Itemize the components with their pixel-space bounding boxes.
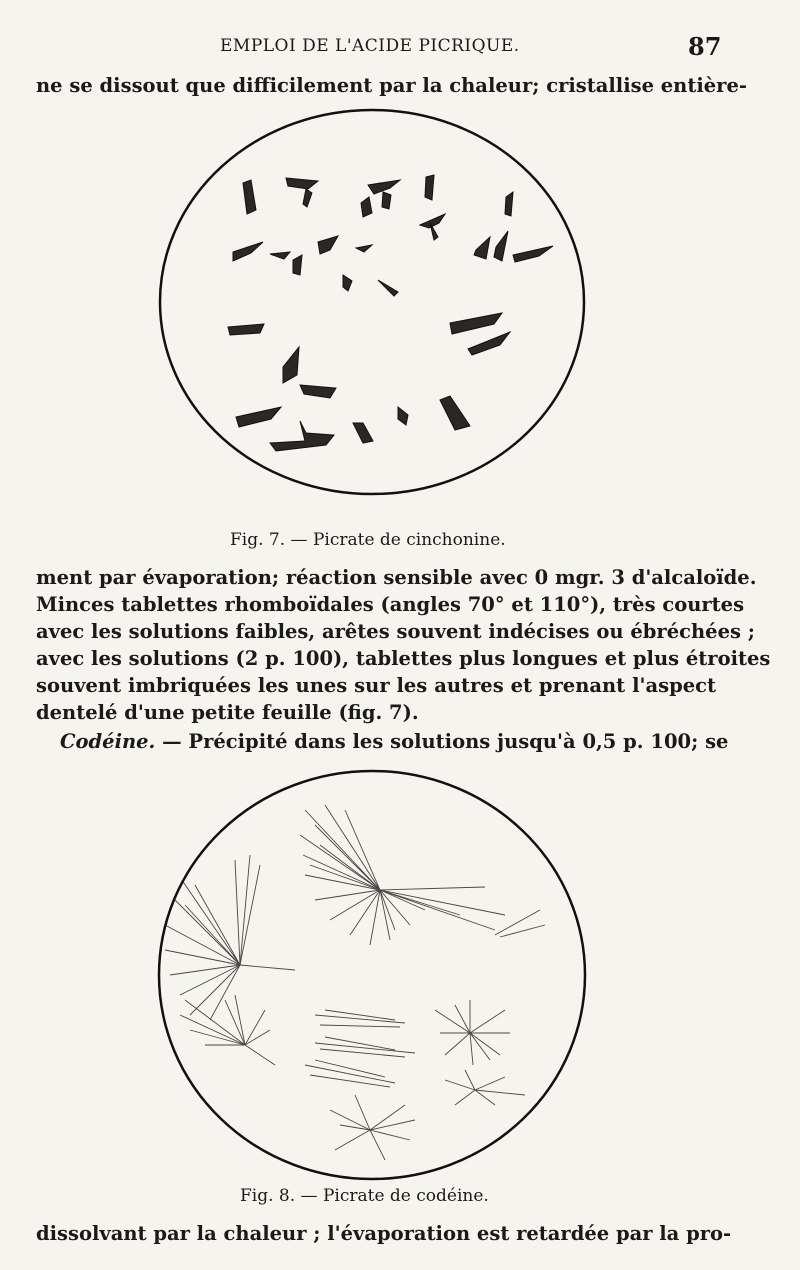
figure-7 bbox=[158, 105, 588, 500]
page-header bbox=[0, 32, 800, 62]
page-number: 87 bbox=[688, 32, 722, 61]
text-line: souvent imbriquées les unes sur les autres et prenant l'aspect bbox=[36, 674, 716, 697]
text-line-rest: — Précipité dans les solutions jusqu'à 0,5 p. 100; se bbox=[155, 730, 729, 753]
text-line: ment par évaporation; réaction sensible avec 0 mgr. 3 d'alcaloïde. bbox=[36, 566, 757, 589]
text-line: dissolvant par la chaleur ; l'évaporation est retardée par la pro- bbox=[36, 1222, 732, 1245]
figure-7-illustration bbox=[158, 105, 588, 500]
text-line: Minces tablettes rhomboïdales (angles 70° et 110°), très courtes bbox=[36, 593, 745, 616]
text-line: dentelé d'une petite feuille (fig. 7). bbox=[36, 701, 419, 724]
text-line bbox=[60, 730, 729, 753]
figure-8 bbox=[155, 765, 590, 1185]
text-line: avec les solutions (2 p. 100), tablettes plus longues et plus étroites bbox=[36, 647, 771, 670]
figure-7-caption: Fig. 7. — Picrate de cinchonine. bbox=[230, 530, 506, 550]
term-codeine: Codéine. bbox=[60, 730, 156, 753]
figure-8-illustration bbox=[155, 765, 590, 1185]
figure-8-caption: Fig. 8. — Picrate de codéine. bbox=[240, 1186, 489, 1206]
running-title: EMPLOI DE L'ACIDE PICRIQUE. bbox=[220, 36, 520, 56]
text-line: ne se dissout que difficilement par la chaleur; cristallise entière- bbox=[36, 74, 747, 97]
text-line: avec les solutions faibles, arêtes souvent indécises ou ébréchées ; bbox=[36, 620, 755, 643]
